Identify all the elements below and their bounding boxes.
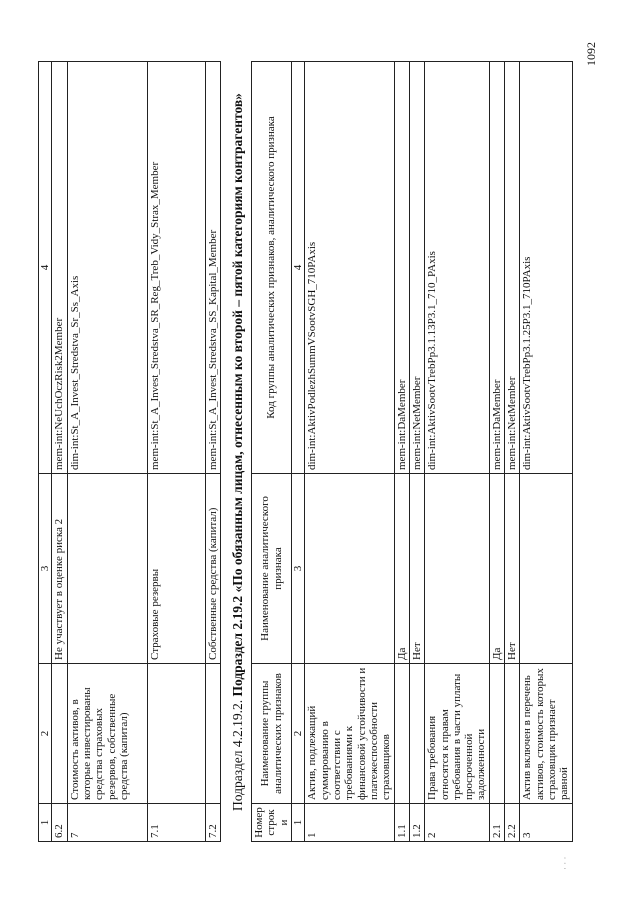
attribute-code: dim-int:St_A_Invest_Stredstva_Sr_Ss_Axis xyxy=(67,62,147,474)
header-row xyxy=(252,62,292,842)
column-header: Наименование аналитического признака xyxy=(252,474,292,664)
row-number: 6.2 xyxy=(52,804,67,842)
table-row xyxy=(52,62,67,842)
table-row xyxy=(425,62,490,842)
attribute-name xyxy=(67,474,147,664)
group-name: Актив, подлежащий суммированию в соответствии с требованиями к финансовой устойчивости и платежеспособности страховщиков xyxy=(305,664,394,804)
continuation-table xyxy=(38,61,221,842)
rotated-page-content xyxy=(38,62,583,842)
column-numbers-row xyxy=(39,62,52,842)
row-number: 2 xyxy=(425,804,490,842)
column-number: 2 xyxy=(39,664,52,804)
table-row xyxy=(67,62,147,842)
attribute-name: Да xyxy=(394,474,409,664)
table-row xyxy=(147,62,205,842)
group-name xyxy=(409,664,424,804)
group-name xyxy=(147,664,205,804)
group-name xyxy=(489,664,504,804)
row-number: 1.2 xyxy=(409,804,424,842)
attribute-name: Да xyxy=(489,474,504,664)
page-number: 1092 xyxy=(584,42,598,66)
attribute-code: mem-int:DaMember xyxy=(394,62,409,474)
attribute-name xyxy=(305,474,394,664)
attribute-code: mem-int:NeUchOczRisk2Member xyxy=(52,62,67,474)
column-header: Наименование группы аналитических признаков xyxy=(252,664,292,804)
attributes-table xyxy=(251,61,573,842)
row-number: 3 xyxy=(520,804,572,842)
table-row xyxy=(205,62,220,842)
row-number: 7.2 xyxy=(205,804,220,842)
attribute-name: Страховые резервы xyxy=(147,474,205,664)
column-number: 4 xyxy=(39,62,52,474)
margin-mark: · · · xyxy=(560,856,570,870)
row-number: 7.1 xyxy=(147,804,205,842)
attribute-name xyxy=(520,474,572,664)
attribute-name: Не участвует в оценке риска 2 xyxy=(52,474,67,664)
attribute-code: dim-int:AktivSootvTrebPp3.1.25P3.1_710PAxis xyxy=(520,62,572,474)
row-number: 2.1 xyxy=(489,804,504,842)
row-number: 2.2 xyxy=(505,804,520,842)
section-heading xyxy=(229,70,247,834)
attribute-code: dim-int:AktivPodlezhSummVSootvSGH_710PAxis xyxy=(305,62,394,474)
column-number: 3 xyxy=(292,474,305,664)
column-number: 1 xyxy=(292,804,305,842)
column-number: 1 xyxy=(39,804,52,842)
table-row xyxy=(489,62,504,842)
attribute-code: mem-int:St_A_Invest_Stredstva_SR_Reg_Treb_Vidy_Strax_Member xyxy=(147,62,205,474)
column-number: 2 xyxy=(292,664,305,804)
row-number: 7 xyxy=(67,804,147,842)
attribute-code: mem-int:DaMember xyxy=(489,62,504,474)
row-number: 1.1 xyxy=(394,804,409,842)
attribute-name: Собственные средства (капитал) xyxy=(205,474,220,664)
group-name: Стоимость активов, в которые инвестированы средства страховых резервов, собственные средства (капитал) xyxy=(67,664,147,804)
column-number: 4 xyxy=(292,62,305,474)
attribute-code: mem-int:NetMember xyxy=(409,62,424,474)
table-row xyxy=(305,62,394,842)
column-header: Номер строки xyxy=(252,804,292,842)
attribute-name: Нет xyxy=(409,474,424,664)
attribute-name xyxy=(425,474,490,664)
group-name xyxy=(505,664,520,804)
column-header: Код группы аналитических признаков, аналитического признака xyxy=(252,62,292,474)
group-name xyxy=(52,664,67,804)
group-name xyxy=(394,664,409,804)
column-number: 3 xyxy=(39,474,52,664)
column-numbers-row xyxy=(292,62,305,842)
attribute-code: dim-int:AktivSootvTrebPp3.1.13P3.1_710_PAxis xyxy=(425,62,490,474)
table-row xyxy=(505,62,520,842)
table-row xyxy=(520,62,572,842)
row-number: 1 xyxy=(305,804,394,842)
group-name xyxy=(205,664,220,804)
table-row xyxy=(409,62,424,842)
attribute-code: mem-int:NetMember xyxy=(505,62,520,474)
group-name: Права требования относятся к правам требования в части уплаты просроченной задолженности xyxy=(425,664,490,804)
group-name: Актив включен в перечень активов, стоимость которых страховщик признает равной xyxy=(520,664,572,804)
attribute-code: mem-int:St_A_Invest_Stredstva_SS_Kapital_Member xyxy=(205,62,220,474)
attribute-name: Нет xyxy=(505,474,520,664)
heading-prefix: Подраздел 4.2.19.2. xyxy=(229,696,245,811)
heading-title: Подраздел 2.19.2 «По обязанным лицам, отнесенным ко второй – пятой категориям контрагентов» xyxy=(229,93,245,697)
table-row xyxy=(394,62,409,842)
